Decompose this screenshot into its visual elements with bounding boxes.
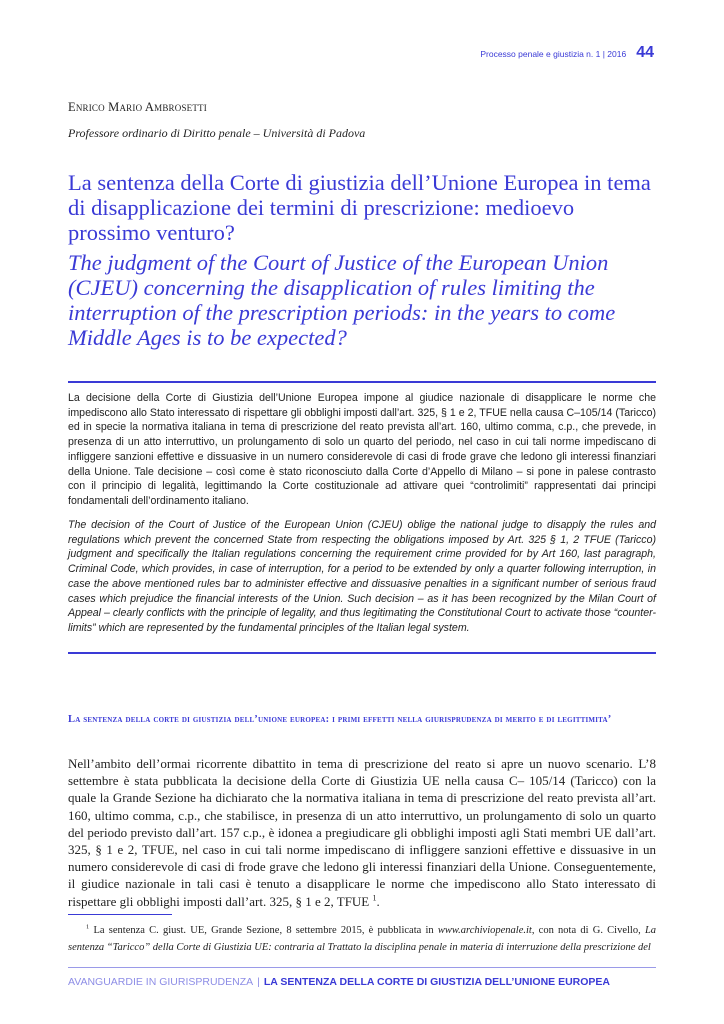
title-english: The judgment of the Court of Justice of the European Union (CJEU) concerning the disapplication of rules limiting the interruption of the prescription periods: in the years to come Middle Ages is to be expected? [68, 250, 616, 350]
journal-name: Processo penale e giustizia n. 1 | 2016 [480, 49, 627, 59]
footnote-text-mid: , con nota di G. Civello, [531, 925, 645, 936]
author-affiliation: Professore ordinario di Diritto penale – Università di Padova [68, 126, 366, 140]
footnote-cited-title: La sentenza “Taricco” della Corte di Giustizia UE: contraria al Trattato la disciplina penale in materia di interruzione della prescrizione del [68, 925, 657, 953]
title-italian: La sentenza della Corte di giustizia dell’Unione Europea in tema di disapplicazione dei termini di prescrizione: medioevo prossimo venturo? [68, 170, 651, 245]
footnote [68, 922, 656, 956]
abstract-bottom-rule [68, 652, 656, 654]
footer-article-title: LA SENTENZA DELLA CORTE DI GIUSTIZIA DELL’UNIONE EUROPEA [263, 976, 610, 988]
footer-section: AVANGUARDIE IN GIURISPRUDENZA [68, 976, 254, 988]
section-heading: La sentenza della corte di giustizia dell’unione europea: i primi effetti nella giurisprudenza di merito e di legittimita’ [68, 714, 612, 725]
footnote-site-link[interactable]: www.archiviopenale.it [437, 925, 532, 936]
page-footer [68, 976, 610, 988]
footnote-number: 1 [86, 923, 90, 931]
body-paragraph: Nell’ambito dell’ormai ricorrente dibattito in tema di prescrizione del reato si apre un nuovo scenario. L’8 settembre è stata pubblicata la decisione della Corte di Giustizia UE nella causa C– 105/14 (Taricco) con la quale la Grande Sezione ha dichiarato che la normativa italiana in tema di prescrizione del reato prevista all’art. 160, ultimo comma, c.p., che stabilisce, in presenza di un atto interruttivo, un prolungamento di solo un quarto del periodo previsto dall’art. 157 c.p., è idonea a pregiudicare gli obblighi imposti agli Stati membri UE dall’art. 325, § 1 e 2, TFUE, nel caso in cui tali norme impediscano di infliggere sanzioni effettive e dissuasive in un numero considerevole di casi di frode grave che ledono gli interessi finanziari della Unione. Conseguentemente, il giudice nazionale in tali casi è tenuto a disapplicare le norme che impediscono allo Stato interessato di rispettare gli obblighi imposti dall’art. 325, § 1 e 2, TFUE $^1$. [68, 756, 656, 909]
footer-separator: | [257, 976, 260, 988]
body-paragraph-text: Nell’ambito dell’ormai ricorrente dibattito in tema di prescrizione del reato si apre un nuovo scenario. L’8 settembre è stata pubblicata la decisione della Corte di Giustizia UE nella causa C– 105/14 (Taricco) con la quale la Grande Sezione ha dichiarato che la normativa italiana in tema di prescrizione del reato prevista all’art. 160, ultimo comma, c.p., che stabilisce, in presenza di un atto interruttivo, un prolungamento di solo un quarto del periodo previsto dall’art. 157 c.p., è idonea a pregiudicare gli obblighi imposti agli Stati membri UE dall’art. 325, § 1 e 2, TFUE, nel caso in cui tali norme impediscano di infliggere sanzioni effettive e dissuasive in un numero considerevole di casi di frode grave che ledono gli interessi finanziari della Unione. Conseguentemente, il giudice nazionale in tali casi è tenuto a disapplicare le norme che impediscono allo Stato interessato di rispettare gli obblighi imposti dall’art. 325, § 1 e 2, TFUE [68, 756, 656, 909]
footnote-rule [68, 914, 172, 915]
footer-rule [68, 967, 656, 968]
footnote-text-start: La sentenza C. giust. UE, Grande Sezione, 8 settembre 2015, è pubblicata in [93, 925, 438, 936]
page-number: 44 [636, 44, 654, 61]
author-name: Enrico Mario Ambrosetti [68, 100, 207, 114]
footnote-ref[interactable]: 1 [372, 893, 377, 903]
abstract-top-rule [68, 381, 656, 383]
abstract-italian: La decisione della Corte di Giustizia dell’Unione Europea impone al giudice nazionale di disapplicare le norme che impediscono allo Stato interessato di rispettare gli obblighi imposti dall’art. 325, § 1 e 2, TFUE nella causa C–105/14 (Taricco) ed in specie la normativa italiana in tema di prescrizione del reato prevista all’art. 160, ultimo comma, c.p., che prevede, in presenza di un atto interruttivo, un prolungamento di solo un quarto del periodo, nel caso in cui tali norme impediscano di infliggere sanzioni effettive e dissuasive in un numero considerevole di casi di frode grave che ledono gli interessi finanziari della Unione. Tale decisione – così come è stato riconosciuto dalla Corte d’Appello di Milano – si pone in palese contrasto con il principio di legalità, legittimando la Corte costituzionale ad attivare quei “controlimiti” rappresentati dai principi fondamentali dell’ordinamento italiano. [68, 392, 656, 507]
running-head [480, 44, 654, 64]
abstract-english: The decision of the Court of Justice of the European Union (CJEU) oblige the national judge to disapply the rules and regulations which prevent the concerned State from respecting the obligations imposed by Art. 325 § 1, 2 TFUE (Taricco) judgment and specifically the Italian regulations concerning the requirement crime provided for by Art 160, last paragraph, Criminal Code, which provides, in case of interruption, for a period to be extended by only a quarter following interruption, in case the above mentioned rules bar to administer effective and dissuasive penalties in a significant number of serious fraud cases which prejudice the financial interests of the Union. Such decision – as it has been recognized by the Milan Court of Appeal – clearly conflicts with the principle of legality, and thus legitimating the Constitutional Court to activate those “counter-limits” which are represented by the fundamental principles of the Italian legal system. [68, 519, 656, 634]
